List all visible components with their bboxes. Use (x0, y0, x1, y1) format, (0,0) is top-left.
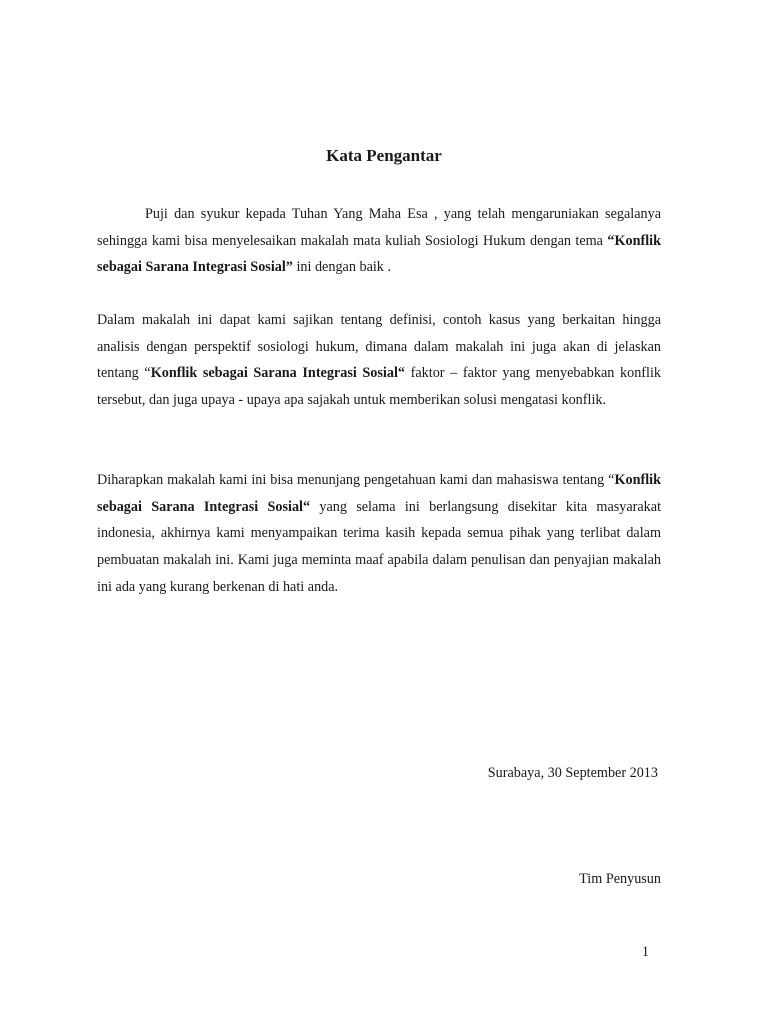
place-date: Surabaya, 30 September 2013 (487, 765, 658, 781)
paragraph-text: Diharapkan makalah kami ini bisa menunjang pengetahuan kami dan mahasiswa tentang “ (97, 472, 615, 488)
paragraph-text: yang selama ini berlangsung disekitar kita masyarakat indonesia, akhirnya kami menyampaikan terima kasih kepada semua pihak yang terlibat dalam pembuatan makalah ini. Kami juga meminta maaf apabila dalam penulisan dan penyajian makalah ini ada yang kurang berkenan di hati anda. (97, 498, 662, 595)
paragraph-closing (97, 467, 661, 601)
paragraph-text: Dalam makalah ini dapat kami sajikan tentang definisi, contoh kasus yang berkaitan hingga analisis dengan perspektif sosiologi hukum, dimana dalam makalah ini juga akan di jelaskan tentang “ (97, 312, 661, 382)
paragraph-opening (97, 201, 661, 281)
paragraph-content (97, 307, 661, 414)
paragraph-text: ini dengan baik . (292, 259, 391, 276)
paragraph-text: Puji dan syukur kepada Tuhan Yang Maha Esa , yang telah mengaruniakan segalanya sehingga kami bisa menyelesaikan makalah mata kuliah Sosiologi Hukum dengan tema (97, 206, 661, 249)
theme-title-bold: “Konflik sebagai Sarana Integrasi Sosial” (97, 232, 661, 276)
page-number: 1 (641, 944, 649, 960)
paragraph-text: faktor – faktor yang menyebabkan konflik tersebut, dan juga upaya - upaya apa sajakah untuk memberikan solusi mengatasi konflik. (97, 365, 661, 409)
page-title: Kata Pengantar (326, 146, 442, 165)
theme-title-bold: Konflik sebagai Sarana Integrasi Sosial“ (150, 365, 405, 382)
theme-title-bold: Konflik sebagai Sarana Integrasi Sosial“ (97, 472, 661, 515)
signer: Tim Penyusun (579, 871, 661, 887)
